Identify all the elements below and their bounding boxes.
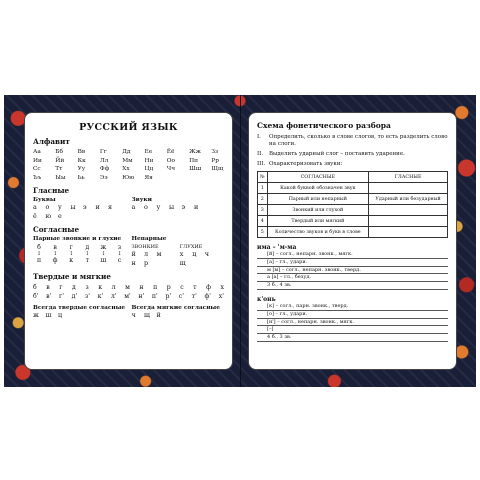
table-cell-num: 3 bbox=[258, 205, 268, 216]
consonant-pair bbox=[33, 244, 45, 264]
alphabet-letter: Хх bbox=[122, 166, 130, 172]
hard-consonant: к bbox=[98, 284, 103, 291]
always-soft-letters bbox=[132, 311, 225, 320]
vowel-letter: е bbox=[58, 212, 62, 220]
always-hard-letter: ш bbox=[45, 311, 52, 319]
alphabet-letter: Лл bbox=[99, 157, 109, 164]
pair-arrow-icon: ↕ bbox=[117, 251, 122, 258]
soft-consonant: п' bbox=[151, 293, 158, 300]
alphabet-letter: Гг bbox=[99, 149, 107, 155]
vowel-letter: я bbox=[108, 203, 113, 211]
table-cell-consonant: Парный или непарный bbox=[267, 194, 369, 205]
table-cell-consonant: Какой буквой обозначен звук bbox=[267, 183, 369, 194]
soft-consonant: з' bbox=[84, 293, 90, 300]
table-cell-vowel bbox=[369, 227, 448, 238]
table-cell-num: 2 bbox=[258, 194, 268, 205]
step-item bbox=[257, 151, 448, 158]
alphabet-letter: Ээ bbox=[99, 174, 108, 181]
always-soft-letter: щ bbox=[144, 311, 150, 319]
hard-consonant: з bbox=[85, 284, 89, 291]
hard-consonant: р bbox=[166, 284, 171, 291]
voiceless-consonant: п bbox=[36, 257, 42, 265]
unpaired-label: Непарные bbox=[131, 236, 167, 242]
alphabet-row bbox=[33, 174, 224, 183]
consonants-block bbox=[33, 236, 224, 268]
always-soft-letter: й bbox=[156, 311, 161, 319]
hard-consonant: с bbox=[180, 284, 184, 291]
soft-consonant: б' bbox=[33, 293, 39, 300]
voiceless-label: ГЛУХИЕ bbox=[179, 244, 203, 250]
alphabet-letter: Кк bbox=[77, 157, 86, 164]
notebook-spine bbox=[240, 95, 241, 387]
step-number: II. bbox=[257, 151, 264, 157]
unpaired-voiceless-letter: щ bbox=[179, 259, 186, 267]
hard-consonant: ф bbox=[206, 284, 211, 291]
table-row bbox=[258, 216, 448, 227]
alphabet-row bbox=[33, 148, 224, 157]
step-text: Выделить ударный слог – поставить ударение. bbox=[269, 151, 405, 157]
always-hard-label: Всегда твердые согласные bbox=[33, 305, 126, 311]
vowels-heading: Гласные bbox=[33, 186, 70, 195]
paired-consonants bbox=[33, 244, 126, 264]
example-word-2-analysis bbox=[257, 303, 448, 342]
soft-consonant: в' bbox=[46, 293, 52, 300]
alphabet-letter: Ее bbox=[144, 149, 153, 155]
alphabet-letter: Бб bbox=[55, 149, 64, 155]
voiced-consonant: в bbox=[53, 244, 57, 251]
pair-arrow-icon: ↕ bbox=[36, 251, 42, 258]
consonant-pair bbox=[113, 244, 125, 264]
vowel-letter: э bbox=[83, 203, 87, 211]
voiceless-consonant: к bbox=[69, 257, 74, 265]
soft-consonant: р' bbox=[165, 293, 172, 300]
table-cell-consonant: Количество звуков и букв в слове bbox=[267, 227, 369, 238]
voiceless-consonant: ф bbox=[52, 257, 58, 265]
scheme-title: Схема фонетического разбора bbox=[257, 121, 391, 130]
table-cell-vowel bbox=[369, 216, 448, 227]
soft-consonant: н' bbox=[138, 293, 145, 300]
vowel-letter: у bbox=[58, 203, 62, 211]
left-page bbox=[24, 112, 233, 370]
hard-consonant: т bbox=[193, 284, 197, 291]
analysis-line: [а] – гл., удари. bbox=[257, 259, 448, 267]
page-title: РУССКИЙ ЯЗЫК bbox=[79, 122, 178, 133]
alphabet-letter: Пп bbox=[189, 157, 198, 164]
sounds-label: Звуки bbox=[131, 197, 152, 203]
soft-consonant: х' bbox=[218, 293, 224, 300]
alphabet-heading: Алфавит bbox=[33, 137, 70, 146]
table-row bbox=[258, 183, 448, 194]
step-item bbox=[257, 134, 448, 148]
vowel-letter: а bbox=[33, 203, 37, 211]
soft-consonant: д' bbox=[71, 293, 78, 300]
unpaired-voiced bbox=[132, 250, 176, 268]
unpaired-voiced-letter: л bbox=[144, 250, 149, 258]
unpaired-voiceless bbox=[180, 250, 224, 268]
always-soft-label: Всегда мягкие согласные bbox=[131, 305, 220, 311]
consonant-pair bbox=[81, 244, 93, 264]
always-block bbox=[33, 305, 224, 320]
paired-label: Парные звонкие и глухие bbox=[33, 236, 122, 242]
voiced-consonant: б bbox=[37, 244, 41, 251]
hard-consonants-row bbox=[33, 283, 224, 292]
alphabet-letter: Ии bbox=[33, 157, 42, 164]
consonant-pair bbox=[97, 244, 109, 264]
pair-arrow-icon: ↕ bbox=[52, 251, 58, 258]
vowel-sound: а bbox=[131, 203, 136, 211]
analysis-line: [к] – согл., парн. звонк., тверд. bbox=[257, 303, 448, 311]
consonant-pair bbox=[65, 244, 77, 264]
analysis-table bbox=[257, 171, 448, 238]
unpaired-voiced-letter: й bbox=[131, 250, 136, 258]
step-text: Определить, сколько в слове слогов, то есть разделить слово на слоги. bbox=[269, 134, 448, 147]
alphabet-letter: Шш bbox=[189, 166, 202, 172]
hard-consonant: н bbox=[139, 284, 144, 291]
vowel-letter: ё bbox=[33, 212, 37, 220]
alphabet-letter: Дд bbox=[122, 149, 131, 155]
alphabet-letter: Уу bbox=[77, 166, 86, 172]
alphabet-letter: Щщ bbox=[211, 166, 224, 172]
alphabet-letter: Сс bbox=[33, 166, 41, 172]
vowel-sound: э bbox=[181, 203, 186, 211]
table-cell-vowel: Ударный или безударный bbox=[369, 194, 448, 205]
pair-arrow-icon: ↕ bbox=[69, 251, 74, 258]
analysis-line: а [а] – гл., безуд. bbox=[257, 274, 448, 282]
voiced-consonant: д bbox=[85, 244, 90, 251]
alphabet-letter: Ёё bbox=[166, 149, 175, 155]
vowel-sounds bbox=[132, 203, 225, 212]
alphabet-letter: Зз bbox=[211, 149, 219, 155]
always-hard-letter: ж bbox=[33, 311, 39, 319]
hard-soft-heading: Твердые и мягкие bbox=[33, 272, 111, 281]
step-item bbox=[257, 161, 448, 168]
voiced-label: ЗВОНКИЕ bbox=[131, 244, 159, 250]
steps-list bbox=[257, 134, 448, 168]
alphabet-letter: Яя bbox=[144, 174, 153, 181]
analysis-line: [о] – гл., удари. bbox=[257, 311, 448, 319]
analysis-line: [–] bbox=[257, 326, 448, 334]
alphabet-letter: Рр bbox=[211, 157, 219, 164]
analysis-line: 4 б., 3 зв. bbox=[257, 334, 448, 342]
consonants-heading: Согласные bbox=[33, 225, 80, 234]
hard-consonant: х bbox=[220, 284, 224, 291]
step-number: I. bbox=[257, 134, 261, 140]
voiced-consonant: ж bbox=[100, 244, 107, 251]
example-word-1: има – 'м-ма bbox=[257, 244, 297, 251]
step-number: III. bbox=[257, 161, 266, 167]
alphabet-row bbox=[33, 157, 224, 166]
hard-consonant: л bbox=[111, 284, 116, 291]
soft-consonant: т' bbox=[191, 293, 197, 300]
alphabet-letter: Мм bbox=[122, 157, 133, 164]
analysis-line: [й] – согл., непарн. звонк., мягк. bbox=[257, 251, 448, 259]
always-hard-letters bbox=[33, 311, 126, 320]
hard-consonant: г bbox=[59, 284, 63, 291]
soft-consonants-row bbox=[33, 292, 224, 301]
alphabet-row bbox=[33, 165, 224, 174]
unpaired-voiced-letter: м bbox=[156, 250, 162, 258]
table-cell-vowel bbox=[369, 183, 448, 194]
vowel-letter: о bbox=[45, 203, 50, 211]
unpaired-voiceless-letter: ч bbox=[204, 250, 209, 258]
table-cell-num: 1 bbox=[258, 183, 268, 194]
alphabet-letter: Оо bbox=[166, 157, 176, 164]
alphabet-letter: Чч bbox=[166, 166, 176, 172]
hard-consonant: б bbox=[33, 284, 37, 291]
table-header-num: № bbox=[258, 172, 268, 183]
table-cell-num: 5 bbox=[258, 227, 268, 238]
vowel-sound: ы bbox=[169, 203, 175, 211]
pair-arrow-icon: ↕ bbox=[101, 251, 106, 258]
soft-consonant: с' bbox=[178, 293, 184, 300]
vowels-block bbox=[33, 197, 224, 221]
consonant-pair bbox=[49, 244, 61, 264]
analysis-line: [н'] – согл., непарн. звонк., мягк. bbox=[257, 319, 448, 327]
vowel-letters bbox=[33, 203, 126, 221]
alphabet-letter: Вв bbox=[77, 149, 86, 155]
table-header-vowels: ГЛАСНЫЕ bbox=[369, 172, 448, 183]
table-cell-consonant: Твердый или мягкий bbox=[267, 216, 369, 227]
vowel-letter: ы bbox=[70, 203, 76, 211]
voiceless-consonant: т bbox=[85, 257, 89, 265]
alphabet-letter: Юю bbox=[122, 174, 135, 181]
table-header-consonants: СОГЛАСНЫЕ bbox=[267, 172, 369, 183]
table-row bbox=[258, 227, 448, 238]
hard-consonant: д bbox=[72, 284, 76, 291]
soft-consonant: м' bbox=[124, 293, 131, 300]
vowel-letter: ю bbox=[45, 212, 52, 220]
vowel-sound: о bbox=[144, 203, 148, 211]
voiced-consonant: г bbox=[69, 244, 73, 251]
alphabet-letter: Йй bbox=[55, 157, 65, 164]
alphabet-letter: Нн bbox=[144, 157, 154, 164]
alphabet-letter: Аа bbox=[33, 149, 41, 155]
alphabet-grid bbox=[33, 148, 224, 182]
voiced-consonant: з bbox=[117, 244, 122, 251]
alphabet-letter: Ьь bbox=[77, 174, 85, 181]
table-row bbox=[258, 194, 448, 205]
analysis-line: м [м] – согл., непарн. звонк., тверд. bbox=[257, 267, 448, 275]
vowel-letter: и bbox=[95, 203, 100, 211]
table-row bbox=[258, 205, 448, 216]
example-word-1-analysis bbox=[257, 251, 448, 290]
unpaired-voiced-letter: н bbox=[131, 259, 136, 267]
alphabet-letter: Ыы bbox=[55, 174, 66, 181]
voiceless-consonant: с bbox=[117, 257, 122, 265]
hard-consonant: п bbox=[153, 284, 158, 291]
step-text: Охарактеризовать звуки: bbox=[269, 161, 343, 167]
always-soft-letter: ч bbox=[131, 311, 136, 319]
alphabet-letter: Цц bbox=[144, 166, 154, 172]
right-page bbox=[248, 112, 457, 370]
voiceless-consonant: ш bbox=[100, 257, 107, 265]
vowel-sound: у bbox=[156, 203, 161, 211]
soft-consonant: к' bbox=[97, 293, 104, 300]
analysis-line: 3 б., 4 зв. bbox=[257, 282, 448, 290]
unpaired-voiceless-letter: ц bbox=[192, 250, 197, 258]
letters-label: Буквы bbox=[33, 197, 56, 203]
alphabet-letter: Фф bbox=[99, 166, 110, 172]
alphabet-letter: Тт bbox=[55, 166, 63, 172]
pair-arrow-icon: ↕ bbox=[85, 251, 90, 258]
example-word-2: к'онь bbox=[257, 295, 276, 303]
unpaired-voiceless-letter: х bbox=[179, 250, 184, 258]
soft-consonant: л' bbox=[110, 293, 117, 300]
hard-consonant: м bbox=[125, 284, 130, 291]
table-cell-consonant: Звонкий или глухой bbox=[267, 205, 369, 216]
alphabet-letter: Жж bbox=[189, 149, 201, 155]
table-cell-num: 4 bbox=[258, 216, 268, 227]
vowel-sound: и bbox=[194, 203, 199, 211]
table-cell-vowel bbox=[369, 205, 448, 216]
soft-consonant: г' bbox=[59, 293, 64, 300]
soft-consonant: ф' bbox=[204, 293, 212, 300]
hard-consonant: в bbox=[46, 284, 50, 291]
unpaired-voiced-letter: р bbox=[144, 259, 149, 267]
always-hard-letter: ц bbox=[58, 311, 63, 319]
alphabet-letter: Ъъ bbox=[33, 174, 42, 181]
